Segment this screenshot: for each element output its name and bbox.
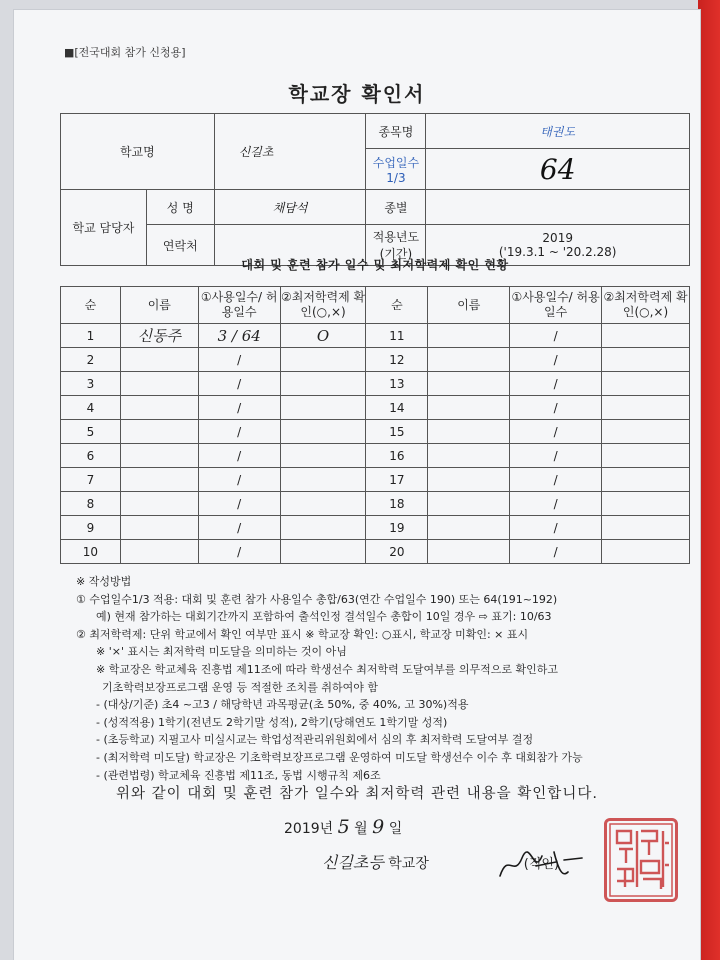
date-month: 5	[337, 816, 350, 838]
info-table	[60, 113, 690, 266]
note-4: ※ 학교장은 학교체육 진흥법 제11조에 따라 학생선수 최저학력 도달여부를 의무적으로 확인하고	[96, 662, 558, 676]
cell-name	[428, 372, 510, 396]
header-name-2: 이름	[428, 287, 510, 324]
cell-days: /	[198, 492, 280, 516]
note-8: - (최저학력 미도달) 학교장은 기초학력보장프로그램 운영하여 미도달 학생선수 이수 후 대회참가 가능	[96, 750, 583, 764]
cell-days: /	[198, 540, 280, 564]
class-days-value: 64	[426, 149, 690, 190]
cell-academic	[280, 420, 366, 444]
cell-days: /	[510, 468, 602, 492]
cell-days: 3 / 64	[198, 324, 280, 348]
cell-no: 5	[61, 420, 121, 444]
cell-academic	[602, 420, 690, 444]
seal-mark: (직인)	[523, 857, 560, 872]
class-days-label: 수업일수 1/3	[366, 149, 426, 190]
cell-days: /	[510, 348, 602, 372]
table-row	[61, 324, 690, 348]
date-day-unit: 일	[388, 821, 403, 837]
note-1-example: 예) 현재 참가하는 대회기간까지 포함하여 출석인정 결석일수 총합이 10일 경우 ⇨ 표기: 10/63	[96, 610, 552, 624]
cell-no: 4	[61, 396, 121, 420]
document-page	[14, 10, 700, 960]
signing-title: 학교장	[388, 856, 429, 872]
cell-academic	[280, 348, 366, 372]
header-days: ①사용일수/ 허용일수	[198, 287, 280, 324]
roster-table	[60, 286, 690, 564]
manager-label: 학교 담당자	[61, 190, 147, 266]
cell-days: /	[198, 396, 280, 420]
name-value: 채담석	[214, 190, 366, 225]
cell-days: /	[510, 396, 602, 420]
school-name-label: 학교명	[61, 114, 215, 190]
table-row	[61, 540, 690, 564]
header-no: 순	[61, 287, 121, 324]
date-day: 9	[372, 816, 385, 838]
cell-name	[120, 468, 198, 492]
sport-label: 종목명	[366, 114, 426, 149]
cell-academic	[602, 324, 690, 348]
cell-academic	[602, 492, 690, 516]
cell-days: /	[198, 444, 280, 468]
note-2: ② 최저학력제: 단위 학교에서 확인 여부만 표시 ※ 학교장 확인: ○표시, 학교장 미확인: × 표시	[76, 627, 529, 641]
cell-academic	[602, 396, 690, 420]
cell-no: 14	[366, 396, 428, 420]
date-month-unit: 월	[354, 821, 368, 837]
year-period: ('19.3.1 ~ '20.2.28)	[498, 245, 617, 259]
cell-no: 17	[366, 468, 428, 492]
cell-name	[428, 516, 510, 540]
cell-name	[120, 492, 198, 516]
note-5: - (대상/기준) 초4 ~고3 / 해당학년 과목평균(초 50%, 중 40%, 고 30%)적용	[96, 698, 469, 712]
cell-name	[428, 324, 510, 348]
cell-name: 신동주	[120, 324, 198, 348]
cell-days: /	[510, 324, 602, 348]
cell-academic	[602, 372, 690, 396]
roster-body	[61, 324, 690, 564]
cell-name	[428, 348, 510, 372]
event-value	[426, 190, 690, 225]
cell-no: 2	[61, 348, 121, 372]
cell-no: 16	[366, 444, 428, 468]
roster-heading: 대회 및 훈련 참가 일수 및 최저학력제 확인 현황	[241, 258, 509, 272]
confirmation-text: 위와 같이 대회 및 훈련 참가 일수와 최저학력 관련 내용을 확인합니다.	[116, 786, 598, 802]
header-tag: ■[전국대회 참가 신청용]	[64, 46, 186, 59]
cell-no: 20	[366, 540, 428, 564]
note-1: ① 수업일수1/3 적용: 대회 및 훈련 참가 사용일수 총합/63(연간 수업일수 190) 또는 64(191~192)	[76, 592, 558, 606]
cell-no: 18	[366, 492, 428, 516]
cell-no: 1	[61, 324, 121, 348]
header-days-2: ①사용일수/ 허용일수	[510, 287, 602, 324]
cell-no: 7	[61, 468, 121, 492]
cell-academic	[280, 540, 366, 564]
seal-glyphs	[607, 821, 675, 899]
cell-name	[120, 540, 198, 564]
note-6: - (성적적용) 1학기(전년도 2학기말 성적), 2학기(당해연도 1학기말 성적)	[96, 715, 448, 729]
instructions-heading: ※ 작성방법	[76, 575, 132, 588]
cell-no: 6	[61, 444, 121, 468]
official-seal	[604, 818, 678, 902]
note-9: - (관련법령) 학교체육 진흥법 제11조, 동법 시행규칙 제6조	[96, 768, 381, 782]
cell-academic	[602, 468, 690, 492]
cell-academic	[280, 396, 366, 420]
cell-name	[120, 396, 198, 420]
contact-label: 연락처	[146, 225, 214, 266]
red-background-edge	[698, 0, 720, 960]
cell-name	[428, 420, 510, 444]
cell-days: /	[510, 444, 602, 468]
cell-days: /	[510, 372, 602, 396]
table-row	[61, 372, 690, 396]
cell-no: 13	[366, 372, 428, 396]
date-line	[284, 816, 402, 838]
cell-no: 15	[366, 420, 428, 444]
cell-name	[120, 444, 198, 468]
cell-days: /	[510, 540, 602, 564]
cell-name	[428, 540, 510, 564]
table-row	[61, 420, 690, 444]
table-row	[61, 396, 690, 420]
cell-no: 19	[366, 516, 428, 540]
instructions	[76, 573, 696, 784]
header-no-2: 순	[366, 287, 428, 324]
cell-academic	[280, 444, 366, 468]
cell-no: 10	[61, 540, 121, 564]
note-7: - (초등학교) 지필고사 미실시교는 학업성적관리위원회에서 심의 후 최저학력 도달여부 결정	[96, 733, 534, 747]
cell-academic	[280, 492, 366, 516]
cell-name	[428, 444, 510, 468]
school-name-value: 신길초	[214, 114, 366, 190]
table-row	[61, 444, 690, 468]
cell-no: 9	[61, 516, 121, 540]
cell-academic	[280, 372, 366, 396]
cell-academic	[280, 516, 366, 540]
event-label: 종별	[366, 190, 426, 225]
cell-academic	[280, 468, 366, 492]
cell-no: 8	[61, 492, 121, 516]
cell-no: 11	[366, 324, 428, 348]
sport-value: 태권도	[426, 114, 690, 149]
cell-days: /	[510, 516, 602, 540]
table-row	[61, 516, 690, 540]
cell-days: /	[198, 516, 280, 540]
note-4-cont: 기초학력보장프로그램 운영 등 적절한 조치를 취하여야 함	[102, 680, 379, 694]
cell-academic	[602, 516, 690, 540]
cell-days: /	[510, 492, 602, 516]
cell-days: /	[198, 372, 280, 396]
year-label: 적용년도 (기간)	[366, 225, 426, 266]
year-value: 2019	[542, 231, 573, 245]
header-name: 이름	[120, 287, 198, 324]
cell-name	[120, 372, 198, 396]
header-academic-2: ②최저학력제 확인(○,×)	[602, 287, 690, 324]
cell-name	[428, 396, 510, 420]
cell-no: 12	[366, 348, 428, 372]
handwritten-signature	[496, 848, 586, 882]
cell-days: /	[510, 420, 602, 444]
cell-name	[120, 516, 198, 540]
cell-academic	[602, 540, 690, 564]
document-title: 학교장 확인서	[288, 82, 426, 106]
cell-name	[120, 348, 198, 372]
note-3: ※ '×' 표시는 최저학력 미도달을 의미하는 것이 아님	[96, 645, 347, 659]
cell-days: /	[198, 348, 280, 372]
cell-academic	[602, 444, 690, 468]
cell-no: 3	[61, 372, 121, 396]
name-label: 성 명	[146, 190, 214, 225]
signing-school: 신길초등	[322, 853, 384, 872]
cell-name	[428, 468, 510, 492]
cell-days: /	[198, 420, 280, 444]
cell-days: /	[198, 468, 280, 492]
table-row	[61, 348, 690, 372]
table-row	[61, 468, 690, 492]
cell-academic	[602, 348, 690, 372]
cell-name	[120, 420, 198, 444]
date-year: 2019년	[284, 821, 334, 837]
cell-academic: O	[280, 324, 366, 348]
header-academic: ②최저학력제 확인(○,×)	[280, 287, 366, 324]
table-row	[61, 492, 690, 516]
cell-name	[428, 492, 510, 516]
